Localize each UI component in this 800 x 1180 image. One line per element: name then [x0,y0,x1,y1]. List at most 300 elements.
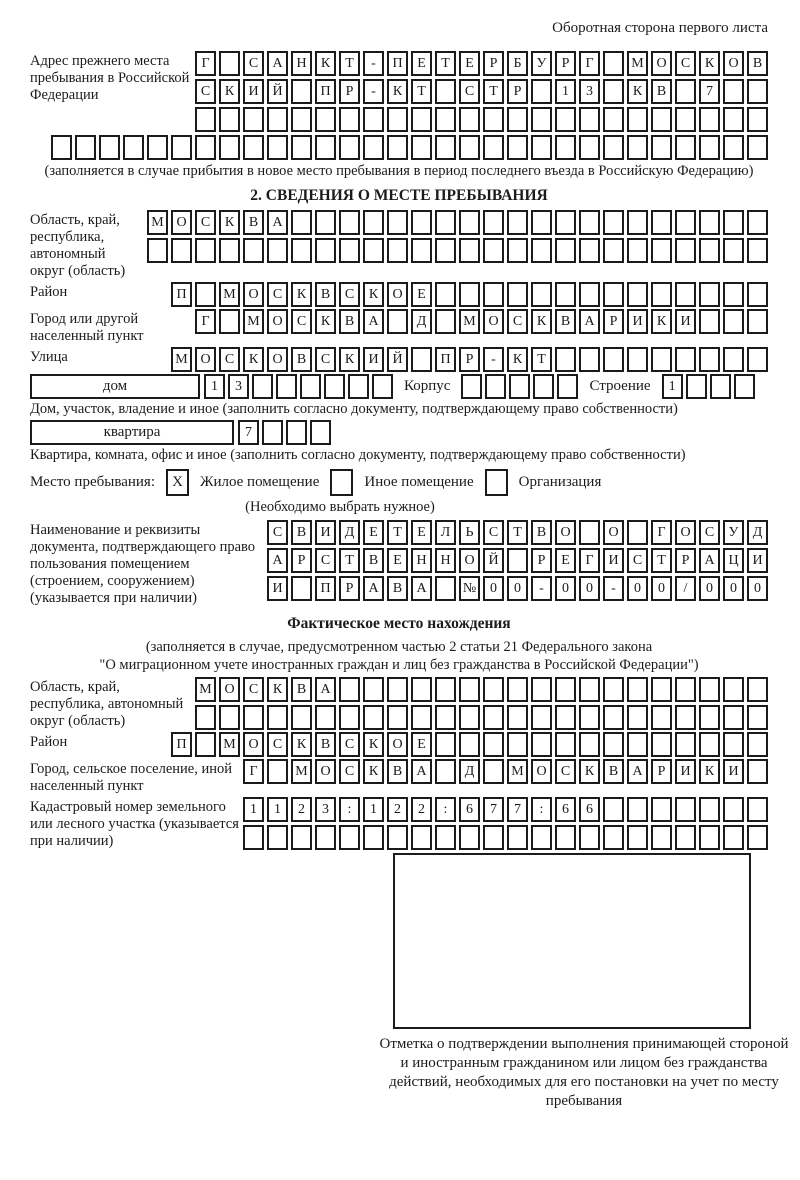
char-cell [699,732,720,757]
korpus-label: Корпус [404,378,451,394]
char-cell [579,705,600,730]
char-cell: М [195,677,216,702]
char-cell [747,347,768,372]
char-cell [243,107,264,132]
char-cell: С [219,347,240,372]
char-cell [531,282,552,307]
char-cell [675,825,696,850]
char-cell: И [603,548,624,573]
char-cell [686,374,707,399]
char-cell: Е [555,548,576,573]
char-cell [459,705,480,730]
char-cell [747,797,768,822]
char-cell [243,825,264,850]
char-cell: С [483,520,504,545]
char-cell [387,309,408,334]
char-cell [699,797,720,822]
char-cell [195,282,216,307]
char-cell [387,677,408,702]
char-cell [723,282,744,307]
char-cell [435,732,456,757]
char-cell [531,825,552,850]
house-caption: Дом, участок, владение и иное (заполнить согласно документу, подтверждающему право собственности) [30,401,678,417]
char-cell [315,825,336,850]
char-cell [627,825,648,850]
korpus-row [461,374,578,399]
char-cell [387,705,408,730]
char-cell [699,347,720,372]
char-cell: В [291,347,312,372]
char-cell [579,825,600,850]
char-cell [339,825,360,850]
char-cell: К [219,210,240,235]
char-cell [627,107,648,132]
actual-district-label: Район [30,734,68,750]
char-cell: : [531,797,552,822]
char-cell: 0 [483,576,504,601]
char-cell [747,732,768,757]
char-cell [699,238,720,263]
char-cell [339,135,360,160]
char-cell: О [315,759,336,784]
char-cell [435,135,456,160]
prev-address-row-1 [195,51,768,76]
char-cell: К [315,309,336,334]
char-cell [675,347,696,372]
char-cell [651,705,672,730]
char-cell [315,238,336,263]
char-cell [507,677,528,702]
char-cell: 3 [228,374,249,399]
char-cell [747,210,768,235]
char-cell [435,107,456,132]
char-cell [627,797,648,822]
char-cell [699,309,720,334]
char-cell: У [723,520,744,545]
residential-checkbox: X [166,469,189,496]
char-cell: О [267,347,288,372]
apartment-caption: Квартира, комната, офис и иное (заполнить согласно документу, подтверждающему право собственности) [30,447,686,463]
char-cell: О [171,210,192,235]
char-cell: И [627,309,648,334]
char-cell [723,79,744,104]
char-cell: Г [195,51,216,76]
char-cell: 1 [204,374,225,399]
char-cell: 7 [238,420,259,445]
char-cell [507,732,528,757]
char-cell: К [651,309,672,334]
char-cell: А [315,677,336,702]
char-cell: Н [411,548,432,573]
char-cell [699,135,720,160]
char-cell [747,309,768,334]
stay-type-line [30,469,768,496]
char-cell [723,107,744,132]
char-cell: С [507,309,528,334]
char-cell: К [627,79,648,104]
char-cell [723,135,744,160]
char-cell: И [267,576,288,601]
char-cell [651,238,672,263]
actual-location-note-1: (заполняется в случае, предусмотренном частью 2 статьи 21 Федерального закона [145,639,653,655]
char-cell: / [675,576,696,601]
char-cell: С [459,79,480,104]
char-cell [363,705,384,730]
char-cell: С [339,759,360,784]
cadastral-label: Кадастровый номер земельного или лесного участка (указывается при наличии) [30,799,239,849]
char-cell [291,238,312,263]
char-cell [651,210,672,235]
char-cell [507,705,528,730]
char-cell [483,210,504,235]
cadastral-rows [243,797,768,850]
char-cell: А [363,309,384,334]
city-row [195,309,768,334]
char-cell: К [699,759,720,784]
district-label: Район [30,284,68,300]
char-cell [651,677,672,702]
char-cell [387,825,408,850]
char-cell: Н [291,51,312,76]
char-cell: С [675,51,696,76]
char-cell [483,825,504,850]
char-cell [459,107,480,132]
char-cell [579,107,600,132]
char-cell: - [483,347,504,372]
char-cell [276,374,297,399]
char-cell: М [459,309,480,334]
char-cell [627,238,648,263]
char-cell: О [387,732,408,757]
char-cell [300,374,321,399]
char-cell [651,732,672,757]
char-cell [291,107,312,132]
char-cell [555,347,576,372]
char-cell [411,238,432,263]
char-cell: О [219,677,240,702]
char-cell [747,282,768,307]
char-cell [171,238,192,263]
char-cell: - [363,51,384,76]
char-cell: Р [555,51,576,76]
char-cell: И [723,759,744,784]
char-cell [555,107,576,132]
char-cell [531,107,552,132]
char-cell: Т [339,51,360,76]
char-cell: Т [483,79,504,104]
char-cell [387,135,408,160]
stay-type-note: (Необходимо выбрать нужное) [245,499,435,515]
char-cell [363,677,384,702]
char-cell: С [699,520,720,545]
char-cell: В [555,309,576,334]
char-cell: О [723,51,744,76]
document-block [30,520,768,607]
prev-address-block [30,51,768,132]
char-cell: С [315,548,336,573]
char-cell: М [507,759,528,784]
char-cell: В [243,210,264,235]
char-cell [219,107,240,132]
char-cell [483,732,504,757]
char-cell: 0 [579,576,600,601]
char-cell: 2 [411,797,432,822]
char-cell: 1 [267,797,288,822]
char-cell [651,282,672,307]
actual-city-block [30,759,768,795]
prev-address-label: Адрес прежнего места пребывания в Российской Федерации [30,53,190,103]
char-cell [348,374,369,399]
other-premises-option-label: Иное помещение [364,474,474,490]
char-cell [339,238,360,263]
char-cell [435,238,456,263]
prev-address-rows [195,51,768,132]
char-cell: И [315,520,336,545]
char-cell [723,797,744,822]
char-cell [747,107,768,132]
char-cell [339,210,360,235]
char-cell [603,825,624,850]
char-cell [723,825,744,850]
char-cell [747,79,768,104]
char-cell [747,677,768,702]
char-cell: К [315,51,336,76]
char-cell [195,107,216,132]
char-cell [372,374,393,399]
char-cell [555,238,576,263]
char-cell [411,347,432,372]
document-row-3 [267,576,768,601]
char-cell [507,135,528,160]
char-cell [363,825,384,850]
char-cell [531,705,552,730]
actual-region-block [30,677,768,730]
char-cell [603,347,624,372]
char-cell [651,135,672,160]
char-cell: Л [435,520,456,545]
char-cell: В [315,732,336,757]
char-cell: 3 [579,79,600,104]
char-cell [267,107,288,132]
char-cell: О [267,309,288,334]
char-cell: С [339,282,360,307]
char-cell [555,825,576,850]
char-cell [555,677,576,702]
char-cell [219,51,240,76]
char-cell: А [411,759,432,784]
char-cell: Й [267,79,288,104]
char-cell: А [411,576,432,601]
char-cell: К [387,79,408,104]
char-cell: К [243,347,264,372]
char-cell [291,825,312,850]
char-cell: К [531,309,552,334]
char-cell: О [531,759,552,784]
char-cell: А [267,210,288,235]
char-cell: С [339,732,360,757]
stay-type-label: Место пребывания: [30,474,155,490]
char-cell: 6 [459,797,480,822]
char-cell [315,135,336,160]
char-cell [603,107,624,132]
char-cell: : [339,797,360,822]
char-cell: Е [411,732,432,757]
char-cell: И [747,548,768,573]
char-cell: 7 [699,79,720,104]
char-cell [324,374,345,399]
char-cell: С [243,51,264,76]
prev-address-row-2 [195,79,768,104]
char-cell [459,238,480,263]
char-cell: С [243,677,264,702]
char-cell: 1 [363,797,384,822]
char-cell: М [627,51,648,76]
char-cell [459,732,480,757]
char-cell: В [387,759,408,784]
house-label-box: дом [30,374,200,399]
actual-district-block [30,732,768,757]
char-cell: А [267,51,288,76]
char-cell: Г [579,548,600,573]
char-cell [723,677,744,702]
char-cell: В [387,576,408,601]
char-cell [734,374,755,399]
residential-option-label: Жилое помещение [200,474,320,490]
char-cell: И [363,347,384,372]
char-cell: К [507,347,528,372]
char-cell [533,374,554,399]
char-cell: К [339,347,360,372]
char-cell: П [171,732,192,757]
char-cell [507,548,528,573]
char-cell [627,135,648,160]
char-cell: Р [339,79,360,104]
region-row-1 [147,210,768,235]
char-cell [267,759,288,784]
char-cell: Р [459,347,480,372]
char-cell [555,135,576,160]
char-cell [363,135,384,160]
char-cell [459,135,480,160]
char-cell: П [387,51,408,76]
street-label: Улица [30,349,68,365]
char-cell: П [171,282,192,307]
actual-region-rows [195,677,768,730]
char-cell [339,677,360,702]
char-cell [675,210,696,235]
char-cell: И [675,759,696,784]
char-cell: С [315,347,336,372]
char-cell [51,135,72,160]
char-cell [651,107,672,132]
char-cell [603,797,624,822]
page-side-note: Оборотная сторона первого листа [552,20,768,36]
char-cell: Ь [459,520,480,545]
char-cell [435,705,456,730]
char-cell [603,210,624,235]
char-cell: Д [459,759,480,784]
char-cell: М [171,347,192,372]
region-row-2 [147,238,768,263]
char-cell [435,309,456,334]
char-cell: У [531,51,552,76]
char-cell [411,825,432,850]
char-cell [531,210,552,235]
char-cell: С [627,548,648,573]
prev-address-row-3 [195,107,768,132]
document-label: Наименование и реквизиты документа, подтверждающего право пользования помещением (строением, сооружением) (указывается при наличии) [30,522,256,606]
char-cell [291,576,312,601]
char-cell [579,347,600,372]
char-cell [483,677,504,702]
char-cell [723,705,744,730]
char-cell [675,79,696,104]
char-cell [579,732,600,757]
char-cell: С [195,79,216,104]
char-cell [195,135,216,160]
char-cell: О [675,520,696,545]
char-cell: И [675,309,696,334]
organization-checkbox [485,469,508,496]
cadastral-row-1 [243,797,768,822]
char-cell [483,107,504,132]
char-cell [531,238,552,263]
char-cell: П [315,576,336,601]
char-cell: № [459,576,480,601]
other-premises-checkbox [330,469,353,496]
house-number-row [204,374,393,399]
char-cell [411,135,432,160]
char-cell: А [363,576,384,601]
char-cell: Т [411,79,432,104]
char-cell: О [243,282,264,307]
char-cell [675,732,696,757]
char-cell: М [291,759,312,784]
char-cell [339,705,360,730]
char-cell: С [555,759,576,784]
char-cell [579,282,600,307]
actual-district-row [171,732,768,757]
char-cell [651,347,672,372]
char-cell [747,759,768,784]
char-cell: К [363,282,384,307]
district-block [30,282,768,307]
char-cell [435,677,456,702]
char-cell: Д [339,520,360,545]
char-cell: 0 [699,576,720,601]
char-cell [603,79,624,104]
char-cell [411,677,432,702]
char-cell: О [555,520,576,545]
char-cell [507,210,528,235]
char-cell [555,732,576,757]
char-cell: С [267,520,288,545]
char-cell [459,825,480,850]
char-cell [483,282,504,307]
city-label: Город или другой населенный пункт [30,311,144,344]
char-cell [411,210,432,235]
actual-city-label: Город, сельское поселение, иной населенный пункт [30,761,233,794]
char-cell: О [483,309,504,334]
char-cell [315,107,336,132]
char-cell [252,374,273,399]
char-cell: Г [651,520,672,545]
char-cell: 0 [507,576,528,601]
char-cell [195,705,216,730]
char-cell: Р [603,309,624,334]
char-cell: К [363,759,384,784]
char-cell [699,282,720,307]
